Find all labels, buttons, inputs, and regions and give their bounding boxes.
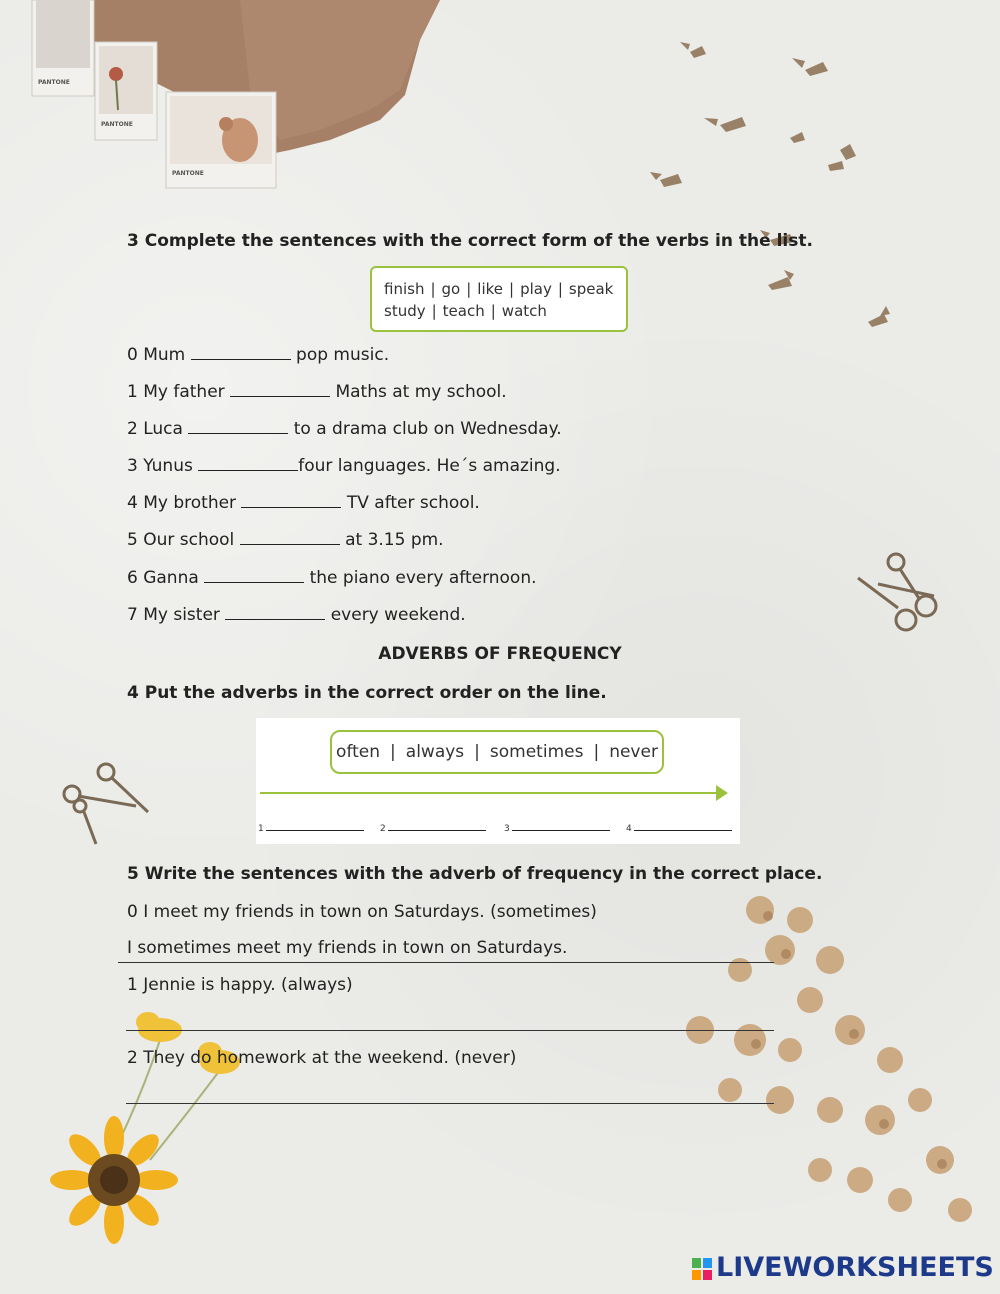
- pantone-collage-decoration: [0, 0, 460, 200]
- example-prompt: 0 I meet my friends in town on Saturdays. (sometimes): [127, 902, 597, 922]
- adverb-list-box: often | always | sometimes | never: [330, 730, 664, 774]
- example-answer: I sometimes meet my friends in town on Saturdays.: [127, 938, 568, 958]
- exercise-3-sentence: 3 Yunus four languages. He´s amazing.: [127, 456, 561, 476]
- slot-line[interactable]: [266, 820, 364, 831]
- verb-word: watch: [501, 302, 547, 320]
- verb-word: study: [384, 302, 426, 320]
- dried-flowers-decoration: [640, 880, 1000, 1250]
- answer-blank[interactable]: [240, 530, 340, 545]
- adverb-word: always: [405, 742, 465, 762]
- verb-word: like: [477, 280, 503, 298]
- exercise-5-heading: 5 Write the sentences with the adverb of frequency in the correct place.: [127, 864, 823, 884]
- pantone-label-3: PANTONE: [172, 170, 204, 177]
- answer-blank[interactable]: [204, 568, 304, 583]
- pantone-label-2: PANTONE: [101, 121, 133, 128]
- exercise-3-sentence: 6 Ganna the piano every afternoon.: [127, 568, 537, 588]
- answer-blank[interactable]: [191, 345, 291, 360]
- verb-word: speak: [568, 280, 614, 298]
- exercise-3-sentence: 1 My father Maths at my school.: [127, 382, 507, 402]
- sunflower-decoration: [30, 1000, 270, 1260]
- exercise-3-sentence: 4 My brother TV after school.: [127, 493, 480, 513]
- frequency-arrow-line: [260, 792, 722, 794]
- exercise-3-heading: 3 Complete the sentences with the correct form of the verbs in the list.: [127, 231, 813, 251]
- exercise-3-sentence: 2 Luca to a drama club on Wednesday.: [127, 419, 562, 439]
- order-slot[interactable]: 4: [626, 820, 732, 834]
- adverb-order-panel: [256, 718, 740, 844]
- exercise-4-heading: 4 Put the adverbs in the correct order on the line.: [127, 683, 607, 703]
- pantone-label-1: PANTONE: [38, 79, 70, 86]
- exercise-5-item: 2 They do homework at the weekend. (never): [127, 1048, 517, 1068]
- example-answer-line: [118, 962, 774, 963]
- adverb-word: never: [609, 742, 658, 762]
- slot-line[interactable]: [512, 820, 610, 831]
- exercise-3-sentence: 7 My sister every weekend.: [127, 605, 466, 625]
- keys-decoration-right: [848, 548, 958, 648]
- slot-line[interactable]: [634, 820, 732, 831]
- exercise-3-sentence: 5 Our school at 3.15 pm.: [127, 530, 444, 550]
- answer-blank[interactable]: [241, 493, 341, 508]
- exercise-3-sentence: 0 Mum pop music.: [127, 345, 390, 365]
- answer-blank[interactable]: [225, 605, 325, 620]
- answer-line[interactable]: [126, 1030, 774, 1031]
- keys-decoration-left: [56, 760, 166, 850]
- moths-decoration: [640, 30, 920, 350]
- liveworksheets-logo-icon: [692, 1258, 712, 1280]
- liveworksheets-logo-text: LIVEWORKSHEETS: [716, 1252, 994, 1283]
- answer-blank[interactable]: [230, 382, 330, 397]
- slot-line[interactable]: [388, 820, 486, 831]
- verb-list-row-1: finish | go | like | play | speak: [384, 280, 614, 298]
- adverb-word: sometimes: [489, 742, 584, 762]
- order-slot[interactable]: 2: [380, 820, 486, 834]
- answer-blank[interactable]: [198, 456, 298, 471]
- section-title: ADVERBS OF FREQUENCY: [378, 644, 622, 664]
- verb-list-box: [370, 266, 628, 332]
- verb-word: go: [441, 280, 461, 298]
- order-slot[interactable]: 1: [258, 820, 364, 834]
- verb-word: teach: [442, 302, 485, 320]
- verb-list-row-2: study | teach | watch: [384, 302, 547, 320]
- verb-word: play: [520, 280, 552, 298]
- answer-line[interactable]: [126, 1103, 774, 1104]
- exercise-5-item: 1 Jennie is happy. (always): [127, 975, 353, 995]
- answer-blank[interactable]: [188, 419, 288, 434]
- order-slot[interactable]: 3: [504, 820, 610, 834]
- arrow-head-icon: [716, 785, 728, 801]
- verb-word: finish: [384, 280, 425, 298]
- adverb-word: often: [336, 742, 381, 762]
